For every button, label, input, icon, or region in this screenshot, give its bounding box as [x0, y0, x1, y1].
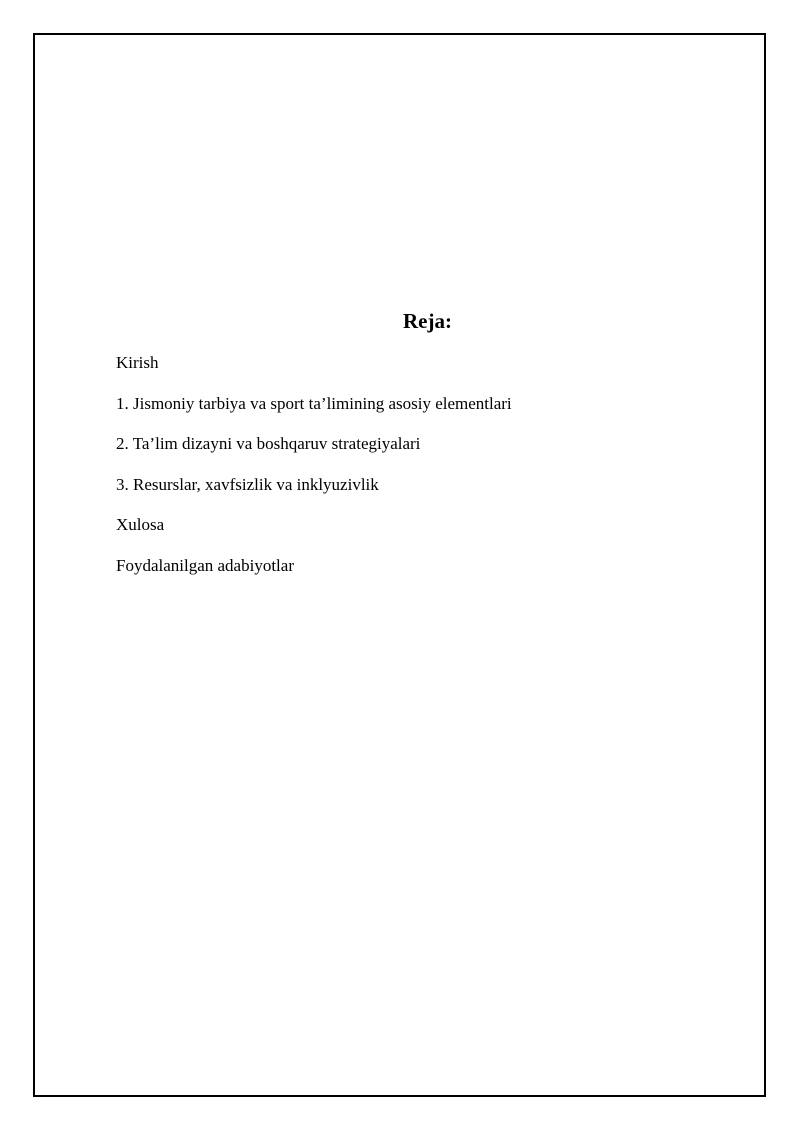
toc-item-introduction: Kirish: [116, 353, 159, 372]
page-title: Reja:: [403, 309, 452, 333]
toc-item-references: Foydalanilgan adabiyotlar: [116, 555, 294, 575]
table-of-contents: [116, 353, 512, 596]
toc-item-chapter-1: 1. Jismoniy tarbiya va sport ta’limining asosiy elementlari: [116, 393, 512, 413]
toc-item-chapter-2: 2. Ta’lim dizayni va boshqaruv strategiyalari: [116, 434, 421, 453]
toc-item-conclusion: Xulosa: [116, 515, 165, 534]
toc-item-chapter-3: 3. Resurslar, xavfsizlik va inklyuzivlik: [116, 474, 379, 494]
page-frame: [33, 33, 766, 1097]
